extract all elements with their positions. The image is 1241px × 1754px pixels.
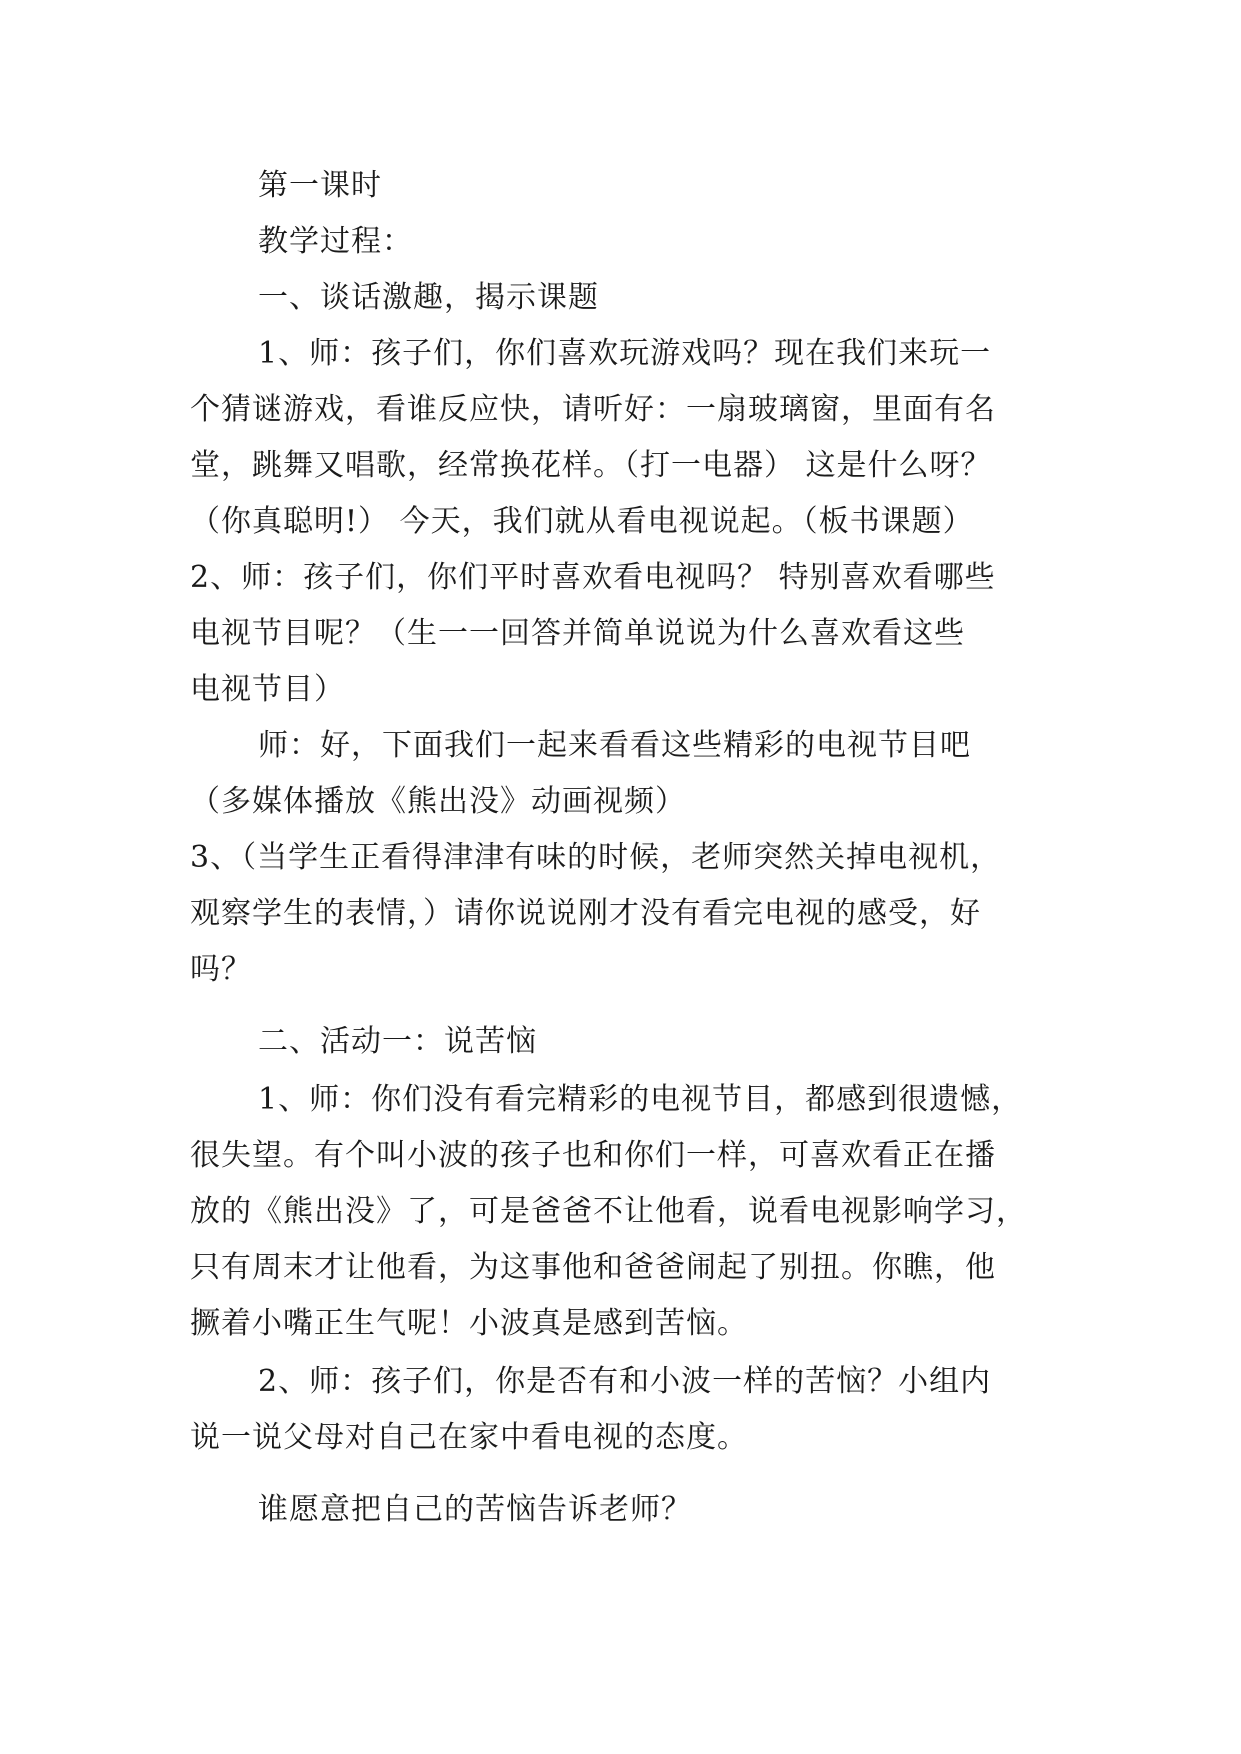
paragraph-line: 只有周末才让他看，为这事他和爸爸闹起了别扭。你瞧，他 — [190, 1250, 996, 1285]
section-heading-2: 二、活动一：说苦恼 — [258, 1024, 537, 1059]
paragraph-line: 观察学生的表情，）请你说说刚才没有看完电视的感受，好 — [190, 896, 981, 931]
paragraph-line: 1、师：你们没有看完精彩的电视节目，都感到很遗憾， — [258, 1082, 1023, 1117]
paragraph-line: 2、师：孩子们，你们平时喜欢看电视吗？ 特别喜欢看哪些 — [190, 560, 996, 595]
paragraph-line: （多媒体播放《熊出没》动画视频） — [190, 784, 686, 819]
paragraph-line: 2、师：孩子们，你是否有和小波一样的苦恼？小组内 — [258, 1364, 992, 1399]
paragraph-line: 3、（当学生正看得津津有味的时候，老师突然关掉电视机， — [190, 840, 1002, 875]
paragraph-line: 谁愿意把自己的苦恼告诉老师？ — [258, 1492, 692, 1527]
paragraph-line: 堂，跳舞又唱歌，经常换花样。（打一电器） 这是什么呀？ — [190, 448, 992, 483]
section-heading-1: 一、谈话激趣，揭示课题 — [258, 280, 599, 315]
paragraph-line: 放的《熊出没》了，可是爸爸不让他看，说看电视影响学习， — [190, 1194, 1027, 1229]
paragraph-line: 撅着小嘴正生气呢！小波真是感到苦恼。 — [190, 1306, 748, 1341]
paragraph-line: 很失望。有个叫小波的孩子也和你们一样，可喜欢看正在播 — [190, 1138, 996, 1173]
lesson-heading: 第一课时 — [258, 168, 382, 203]
paragraph-line: 吗？ — [190, 952, 252, 987]
paragraph-line: 师：好，下面我们一起来看看这些精彩的电视节目吧 — [258, 728, 971, 763]
paragraph-line: 1、师：孩子们，你们喜欢玩游戏吗？现在我们来玩一 — [258, 336, 992, 371]
paragraph-line: 电视节目呢？（生一一回答并简单说说为什么喜欢看这些 — [190, 616, 965, 651]
paragraph-line: 个猜谜游戏，看谁反应快，请听好：一扇玻璃窗，里面有名 — [190, 392, 996, 427]
process-heading: 教学过程： — [258, 224, 413, 259]
paragraph-line: 电视节目） — [190, 672, 345, 707]
paragraph-line: 说一说父母对自己在家中看电视的态度。 — [190, 1420, 748, 1455]
paragraph-line: （你真聪明!） 今天，我们就从看电视说起。（板书课题） — [190, 504, 974, 539]
